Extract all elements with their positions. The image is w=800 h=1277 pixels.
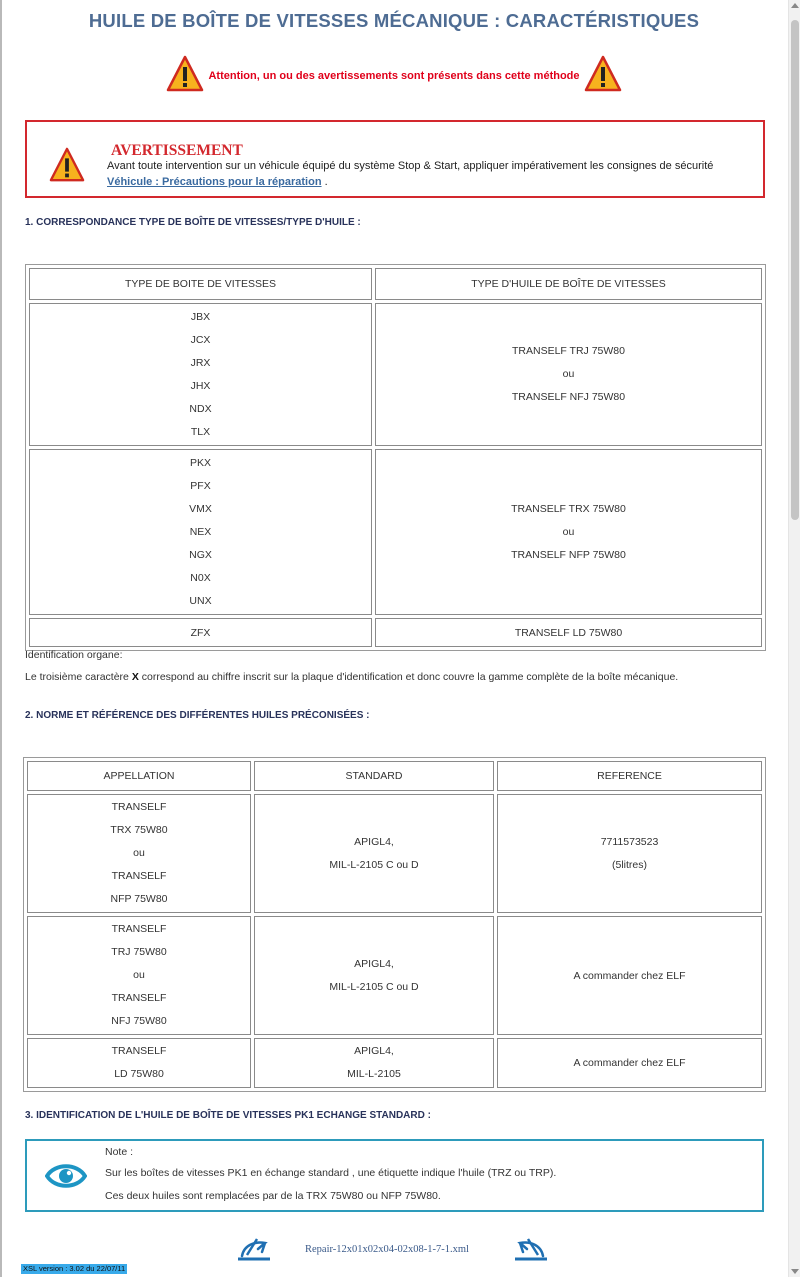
page-title: HUILE DE BOÎTE DE VITESSES MÉCANIQUE : CARACTÉRISTIQUES — [88, 10, 700, 31]
standard-line: APIGL4, — [354, 957, 394, 970]
reference-cell — [497, 794, 762, 913]
appellation-line: ou — [133, 847, 145, 859]
gearbox-code: JRX — [190, 356, 211, 369]
appellation-line: NFJ 75W80 — [111, 1015, 167, 1027]
gearbox-code: VMX — [189, 502, 212, 515]
gearbox-cell — [29, 303, 372, 446]
vertical-scrollbar[interactable] — [788, 0, 800, 1277]
reference-cell: A commander chez ELF — [497, 1038, 762, 1088]
table-header-row — [27, 761, 762, 791]
warning-triangle-icon — [166, 55, 204, 98]
standard-cell — [254, 916, 494, 1035]
appellation-line: TRANSELF — [111, 1045, 167, 1057]
table-row — [29, 303, 762, 446]
reference-cell: A commander chez ELF — [497, 916, 762, 1035]
gearbox-cell — [29, 449, 372, 615]
left-border — [0, 0, 2, 1277]
appellation-line: TRANSELF — [111, 923, 167, 935]
eye-icon — [45, 1161, 87, 1196]
table-row — [29, 618, 762, 647]
table-row — [29, 449, 762, 615]
warning-box — [25, 120, 765, 198]
note-line: Sur les boîtes de vitesses PK1 en échange standard , une étiquette indique l'huile (TRZ ou TRP). — [105, 1167, 557, 1179]
oil-standards-table — [23, 757, 766, 1092]
table-row — [27, 1038, 762, 1088]
warning-triangle-icon — [584, 55, 622, 98]
column-header: TYPE DE BOITE DE VITESSES — [29, 268, 372, 300]
standard-cell — [254, 1038, 494, 1088]
gearbox-code: N0X — [190, 571, 211, 584]
identification-text-end: correspond au chiffre inscrit sur la plaque d'identification et donc couvre la gamme complète de la boîte mécanique. — [141, 671, 679, 683]
gearbox-code: NDX — [189, 402, 212, 415]
precautions-link[interactable]: Véhicule : Précautions pour la réparation — [107, 176, 322, 188]
gearbox-code: JCX — [190, 333, 211, 346]
reference-line: (5litres) — [611, 858, 647, 871]
gearbox-code: TLX — [190, 425, 211, 438]
note-line: Ces deux huiles sont remplacées par de la TRX 75W80 ou NFP 75W80. — [105, 1190, 441, 1202]
table-header-row — [29, 268, 762, 300]
warning-link-row — [107, 176, 328, 188]
section-1-heading: 1. CORRESPONDANCE TYPE DE BOÎTE DE VITESSES/TYPE D'HUILE : — [25, 217, 361, 228]
attention-text: Attention, un ou des avertissements sont présents dans cette méthode — [208, 70, 580, 82]
previous-page-icon[interactable] — [235, 1235, 273, 1268]
section-2-heading: 2. NORME ET RÉFÉRENCE DES DIFFÉRENTES HUILES PRÉCONISÉES : — [25, 710, 370, 721]
gearbox-oil-table — [25, 264, 766, 651]
section-3-heading: 3. IDENTIFICATION DE L'HUILE DE BOÎTE DE VITESSES PK1 ECHANGE STANDARD : — [25, 1110, 431, 1121]
appellation-cell — [27, 794, 251, 913]
standard-line: APIGL4, — [354, 1045, 394, 1057]
appellation-cell — [27, 1038, 251, 1088]
column-header: REFERENCE — [497, 761, 762, 791]
standard-line: MIL-L-2105 — [347, 1068, 401, 1080]
oil-name: ou — [562, 525, 575, 538]
scroll-down-icon[interactable] — [791, 1269, 799, 1274]
note-box — [25, 1139, 764, 1212]
gearbox-code: UNX — [189, 594, 212, 607]
oil-name: TRANSELF TRJ 75W80 — [511, 345, 625, 357]
oil-name: ou — [562, 368, 575, 380]
oil-cell: TRANSELF LD 75W80 — [375, 618, 762, 647]
xsl-version-badge: XSL version : 3.02 du 22/07/11 — [23, 1264, 126, 1273]
identification-character: X — [131, 671, 139, 683]
appellation-line: TRANSELF — [111, 992, 167, 1004]
standard-cell — [254, 794, 494, 913]
appellation-line: TRANSELF — [111, 870, 167, 882]
appellation-line: NFP 75W80 — [110, 893, 168, 905]
oil-name: TRANSELF NFP 75W80 — [511, 548, 626, 561]
next-page-icon[interactable] — [512, 1235, 550, 1268]
appellation-line: LD 75W80 — [114, 1068, 164, 1080]
warning-title: AVERTISSEMENT — [111, 142, 243, 159]
gearbox-code: JHX — [190, 379, 211, 392]
identification-text-start: Le troisième caractère — [25, 671, 129, 683]
table-row — [27, 916, 762, 1035]
warning-text: Avant toute intervention sur un véhicule équipé du système Stop & Start, appliquer impérativement les consignes de sécurité — [107, 160, 714, 172]
gearbox-code: NEX — [189, 525, 212, 538]
attention-banner — [0, 56, 788, 96]
identification-text — [25, 671, 678, 683]
gearbox-code: PFX — [190, 479, 211, 492]
footer — [0, 1235, 788, 1265]
appellation-line: TRX 75W80 — [110, 824, 168, 836]
standard-line: MIL-L-2105 C ou D — [329, 980, 419, 993]
gearbox-code: NGX — [189, 548, 212, 561]
column-header: TYPE D'HUILE DE BOÎTE DE VITESSES — [375, 268, 762, 300]
appellation-line: ou — [133, 969, 145, 981]
identification-label: Identification organe: — [25, 649, 123, 661]
scroll-thumb[interactable] — [791, 20, 799, 520]
gearbox-cell: ZFX — [29, 618, 372, 647]
gearbox-code: JBX — [190, 310, 211, 323]
oil-cell — [375, 449, 762, 615]
standard-line: APIGL4, — [354, 835, 394, 848]
scroll-up-icon[interactable] — [791, 3, 799, 8]
reference-line: 7711573523 — [600, 835, 659, 848]
gearbox-code: PKX — [189, 456, 211, 469]
oil-name: TRANSELF NFJ 75W80 — [511, 391, 626, 403]
footer-filename: Repair-12x01x02x04-02x08-1-7-1.xml — [305, 1244, 469, 1255]
standard-line: MIL-L-2105 C ou D — [329, 858, 419, 871]
appellation-line: TRANSELF — [111, 801, 167, 813]
oil-cell — [375, 303, 762, 446]
table-row — [27, 794, 762, 913]
oil-name: TRANSELF TRX 75W80 — [511, 502, 626, 515]
appellation-line: TRJ 75W80 — [111, 946, 167, 958]
column-header: STANDARD — [254, 761, 494, 791]
note-label: Note : — [105, 1146, 134, 1158]
link-suffix: . — [324, 176, 328, 188]
warning-triangle-icon — [49, 147, 85, 188]
appellation-cell — [27, 916, 251, 1035]
column-header: APPELLATION — [27, 761, 251, 791]
